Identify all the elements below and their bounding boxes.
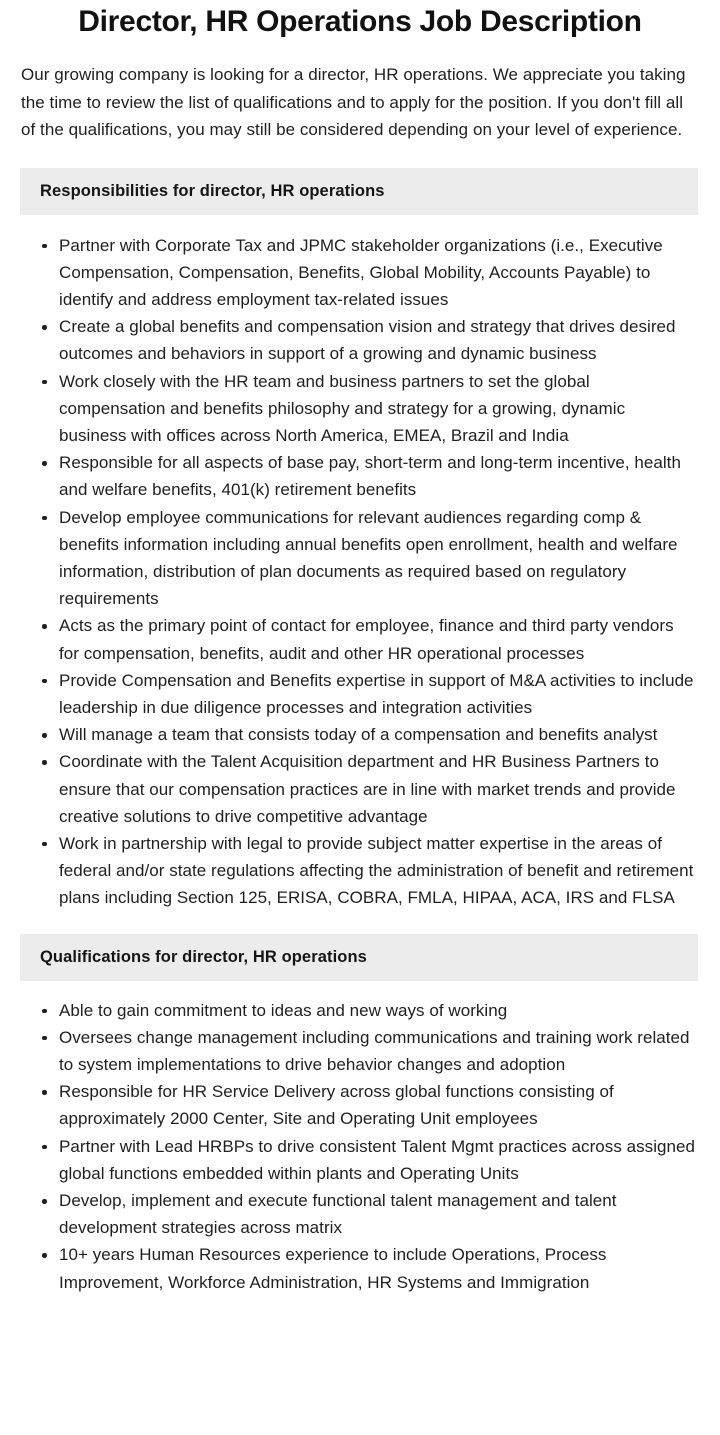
list-item: Partner with Lead HRBPs to drive consistent Talent Mgmt practices across assigned global functions embedded within plants and Operating Units [0,1133,720,1187]
section-qualifications [0,934,720,1296]
responsibilities-list [0,232,720,912]
page-title: Director, HR Operations Job Description [78,5,642,38]
qualifications-list [0,997,720,1296]
list-item: Partner with Corporate Tax and JPMC stakeholder organizations (i.e., Executive Compensation, Compensation, Benefits, Global Mobility, Accounts Payable) to identify and address employment tax-related issues [0,232,720,314]
list-item: Acts as the primary point of contact for employee, finance and third party vendors for compensation, benefits, audit and other HR operational processes [0,612,720,666]
list-item: Develop, implement and execute functional talent management and talent development strategies across matrix [0,1187,720,1241]
list-item: Responsible for HR Service Delivery across global functions consisting of approximately 2000 Center, Site and Operating Unit employees [0,1078,720,1132]
list-item: Will manage a team that consists today of a compensation and benefits analyst [0,721,720,748]
list-item: Coordinate with the Talent Acquisition department and HR Business Partners to ensure that our compensation practices are in line with market trends and provide creative solutions to drive competitive advantage [0,748,720,830]
page-bottom-spacer [0,1296,720,1338]
section-header-responsibilities: Responsibilities for director, HR operations [20,168,698,215]
list-item: 10+ years Human Resources experience to include Operations, Process Improvement, Workforce Administration, HR Systems and Immigration [0,1241,720,1295]
list-item: Able to gain commitment to ideas and new ways of working [0,997,720,1024]
section-header-qualifications: Qualifications for director, HR operations [20,934,698,981]
list-item: Work closely with the HR team and business partners to set the global compensation and benefits philosophy and strategy for a growing, dynamic business with offices across North America, EMEA, Brazil and India [0,368,720,450]
list-item: Oversees change management including communications and training work related to system implementations to drive behavior changes and adoption [0,1024,720,1078]
list-item: Work in partnership with legal to provide subject matter expertise in the areas of federal and/or state regulations affecting the administration of benefit and retirement plans including Section 125, ERISA, COBRA, FMLA, HIPAA, ACA, IRS and FLSA [0,830,720,912]
list-item: Create a global benefits and compensation vision and strategy that drives desired outcomes and behaviors in support of a growing and dynamic business [0,313,720,367]
list-item: Provide Compensation and Benefits expertise in support of M&A activities to include leadership in due diligence processes and integration activities [0,667,720,721]
list-item: Responsible for all aspects of base pay, short-term and long-term incentive, health and welfare benefits, 401(k) retirement benefits [0,449,720,503]
intro-paragraph: Our growing company is looking for a director, HR operations. We appreciate you taking the time to review the list of qualifications and to apply for the position. If you don't fill all of the qualifications, you may still be considered depending on your level of experience. [21,65,686,139]
list-item: Develop employee communications for relevant audiences regarding comp & benefits information including annual benefits open enrollment, health and welfare information, distribution of plan documents as required based on regulatory requirements [0,504,720,613]
section-responsibilities [0,168,720,912]
